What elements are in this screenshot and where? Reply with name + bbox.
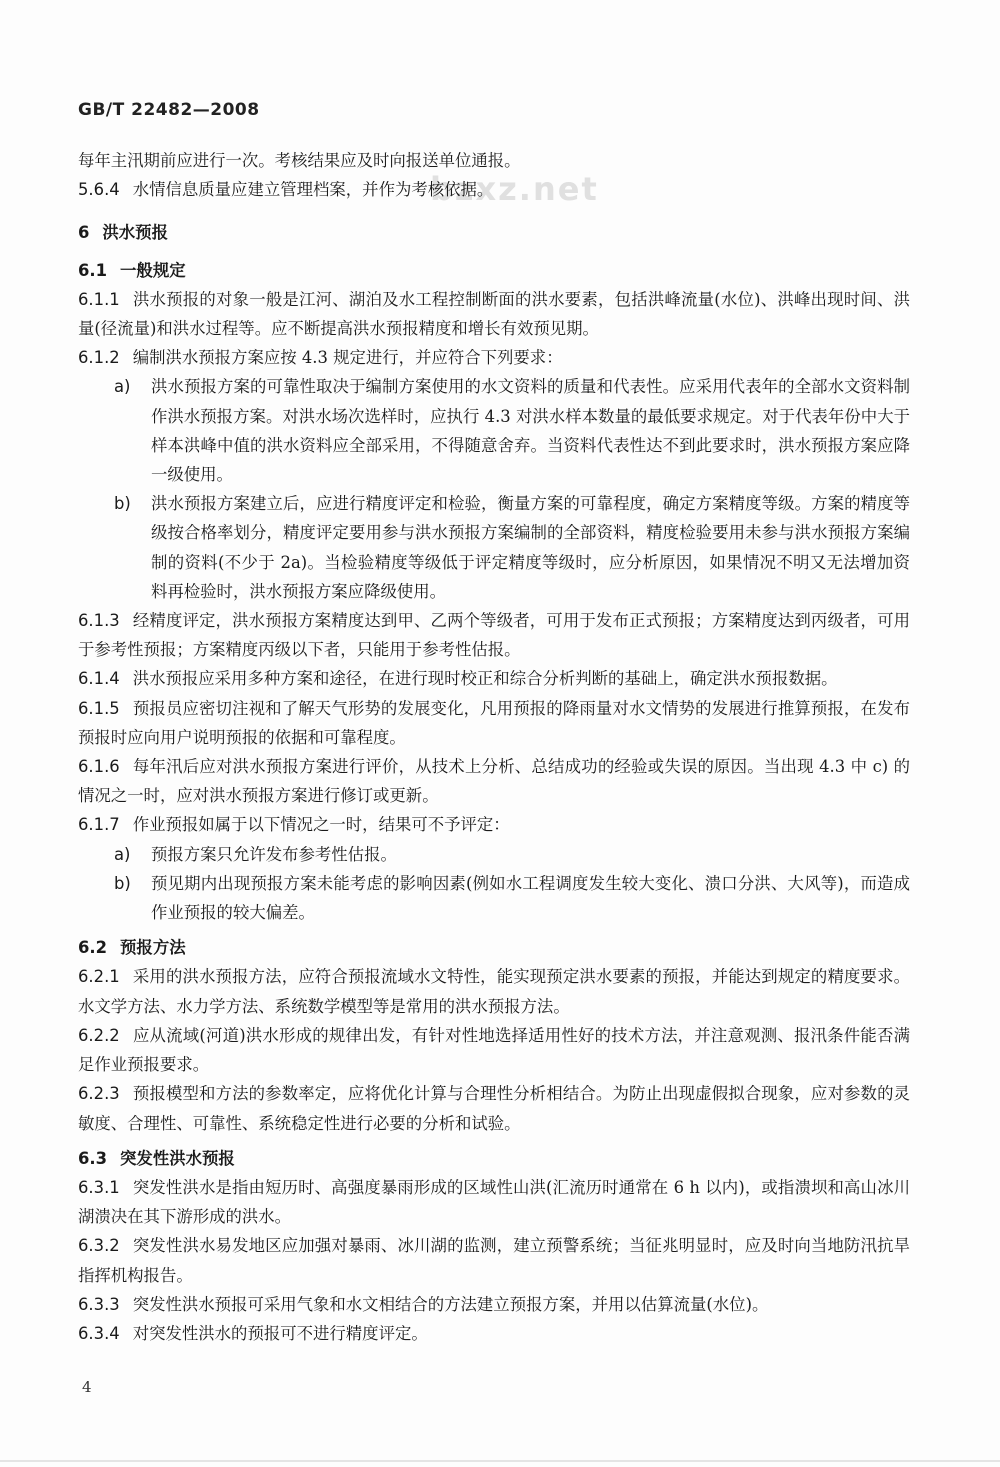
clause-6-3-3 [78,1290,910,1319]
clause-text: 突发性洪水易发地区应加强对暴雨、冰川湖的监测，建立预警系统；当征兆明显时，应及时向当地防汛抗旱指挥机构报告。 [78,1236,910,1285]
clause-number: 5.6.4 [78,180,120,200]
section-title: 预报方法 [120,938,186,958]
clause-text: 应从流域(河道)洪水形成的规律出发，有针对性地选择适用性好的技术方法，并注意观测、报汛条件能否满足作业预报要求。 [78,1025,910,1075]
clause-text: 突发性洪水预报可采用气象和水文相结合的方法建立预报方案，并用以估算流量(水位)。 [132,1294,769,1314]
clause-6-1-3 [78,606,910,664]
list-item-text: 洪水预报方案的可靠性取决于编制方案使用的水文资料的质量和代表性。应采用代表年的全部水文资料制作洪水预报方案。对洪水场次选样时，应执行 4.3 对洪水样本数量的最低要求规定。对于代表年份中大于样本洪峰中值的洪水资料应全部采用，不得随意舍弃。当资料代表性达不到此要求时，洪水预报方案应降一级使用。 [151,377,910,485]
list-item [114,869,910,927]
clause-text: 对突发性洪水的预报可不进行精度评定。 [132,1323,428,1343]
clause-6-1-2 [78,343,910,372]
section-heading-6-2 [78,933,910,962]
clause-6-2-1 [78,962,910,1020]
section-number: 6.3 [78,1148,108,1168]
section-heading-6-1 [78,256,910,285]
clause-number: 6.3.1 [78,1177,120,1197]
list-marker: b) [114,873,131,893]
section-heading-6-3 [78,1144,910,1173]
clause-6-1-1 [78,285,910,343]
clause-text: 经精度评定，洪水预报方案精度达到甲、乙两个等级者，可用于发布正式预报；方案精度达到丙级者，可用于参考性预报；方案精度丙级以下者，只能用于参考性估报。 [78,611,910,660]
clause-number: 6.2.2 [78,1025,120,1045]
clause-number: 6.1.1 [78,289,120,309]
clause-number: 6.1.3 [78,611,120,631]
clause-text: 洪水预报应采用多种方案和途径，在进行现时校正和综合分析判断的基础上，确定洪水预报数据。 [132,669,838,689]
section-number: 6.1 [78,260,108,280]
clause-text: 编制洪水预报方案应按 4.3 规定进行，并应符合下列要求： [132,348,563,368]
section-number: 6.2 [78,938,108,958]
clause-text: 预报员应密切注视和了解天气形势的发展变化，凡用预报的降雨量对水文情势的发展进行推算预报，在发布预报时应向用户说明预报的依据和可靠程度。 [78,698,910,747]
clause-6-1-7 [78,810,910,839]
clause-number: 6.1.4 [78,669,120,689]
clause-text: 水情信息质量应建立管理档案，并作为考核依据。 [132,180,494,200]
list-item-text: 洪水预报方案建立后，应进行精度评定和检验，衡量方案的可靠程度，确定方案精度等级。方案的精度等级按合格率划分，精度评定要用参与洪水预报方案编制的全部资料，精度检验要用未参与洪水预报方案编制的资料(不少于 2a)。当检验精度等级低于评定精度等级时，应分析原因，如果情况不明又无法增加资料再检验时，洪水预报方案应降级使用。 [151,494,910,601]
clause-5-6-4 [78,175,910,204]
clause-6-3-1 [78,1173,910,1231]
list-item-text: 预见期内出现预报方案未能考虑的影响因素(例如水工程调度发生较大变化、溃口分洪、大风等)，而造成作业预报的较大偏差。 [151,873,910,923]
list-marker: a) [114,844,131,864]
page-bottom-divider [0,1460,1000,1462]
clause-6-3-2 [78,1231,910,1289]
clause-text: 洪水预报的对象一般是江河、湖泊及水工程控制断面的洪水要素，包括洪峰流量(水位)、洪峰出现时间、洪量(径流量)和洪水过程等。应不断提高洪水预报精度和增长有效预见期。 [78,289,910,339]
list-item [114,840,910,869]
clause-number: 6.1.2 [78,348,120,368]
clause-number: 6.1.5 [78,698,120,718]
clause-text: 每年汛后应对洪水预报方案进行评价，从技术上分析、总结成功的经验或失误的原因。当出现 4.3 中 c) 的情况之一时，应对洪水预报方案进行修订或更新。 [78,757,910,806]
watermark: bzxz.net [430,170,599,208]
section-number: 6 [78,223,90,243]
clause-number: 6.1.6 [78,757,120,777]
clause-number: 6.2.3 [78,1084,120,1104]
standard-code: GB/T 22482—2008 [78,100,260,120]
section-title: 突发性洪水预报 [120,1148,235,1168]
clause-6-2-3 [78,1079,910,1137]
list-marker: b) [114,494,131,514]
clause-number: 6.3.4 [78,1323,120,1343]
clause-6-2-2 [78,1021,910,1079]
clause-6-1-6 [78,752,910,810]
document-body [78,146,910,1348]
list-marker: a) [114,377,131,397]
clause-number: 6.1.7 [78,815,120,835]
clause-text: 预报模型和方法的参数率定，应将优化计算与合理性分析相结合。为防止出现虚假拟合现象，应对参数的灵敏度、合理性、可靠性、系统稳定性进行必要的分析和试验。 [78,1084,910,1133]
clause-text: 突发性洪水是指由短历时、高强度暴雨形成的区域性山洪(汇流历时通常在 6 h 以内)，或指溃坝和高山冰川湖溃决在其下游形成的洪水。 [78,1177,910,1227]
clause-number: 6.3.2 [78,1236,120,1256]
clause-text: 作业预报如属于以下情况之一时，结果可不予评定： [132,815,510,835]
clause-number: 6.3.3 [78,1294,120,1314]
clause-6-3-4 [78,1319,910,1348]
section-title: 洪水预报 [102,223,168,243]
list-item-text: 预报方案只允许发布参考性估报。 [151,844,397,864]
clause-number: 6.2.1 [78,967,120,987]
clause-6-1-5 [78,694,910,752]
list-item [114,489,910,606]
section-heading-6 [78,218,910,247]
page-number: 4 [82,1378,92,1396]
list-item [114,372,910,489]
clause-6-1-4 [78,664,910,693]
section-title: 一般规定 [120,260,186,280]
continuation-paragraph: 每年主汛期前应进行一次。考核结果应及时向报送单位通报。 [78,151,521,170]
clause-text: 采用的洪水预报方法，应符合预报流域水文特性，能实现预定洪水要素的预报，并能达到规定的精度要求。水文学方法、水力学方法、系统数学模型等是常用的洪水预报方法。 [78,967,910,1016]
